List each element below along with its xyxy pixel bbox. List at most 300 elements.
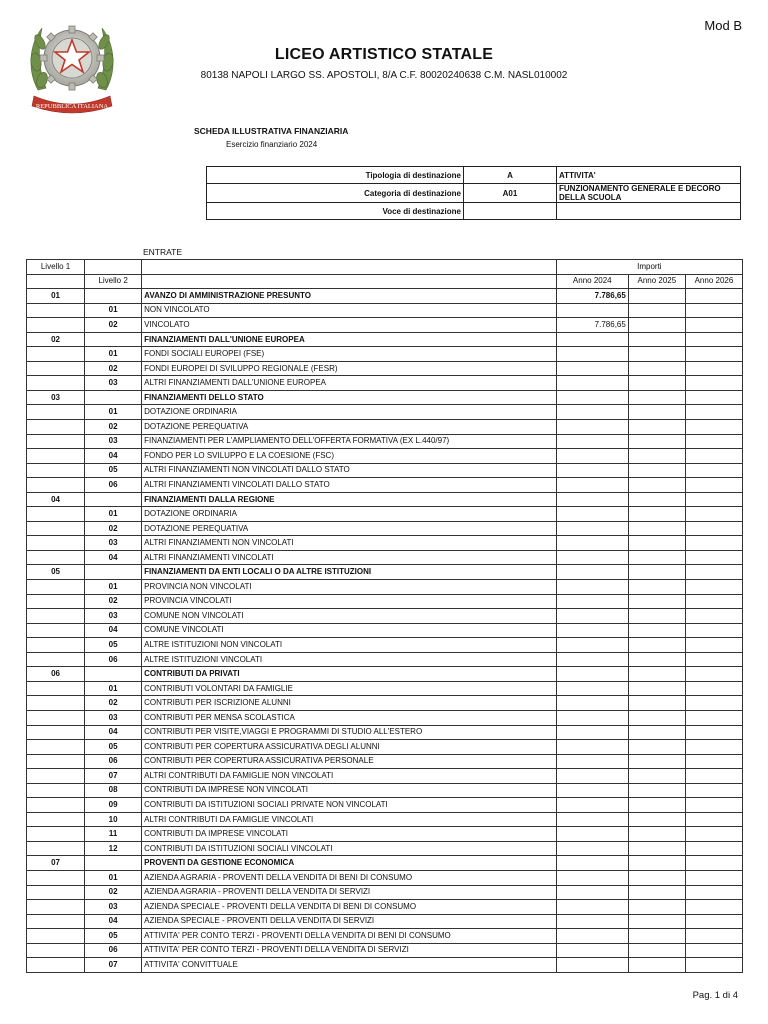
livello2-code: 06: [85, 754, 142, 769]
livello1-code: [27, 798, 85, 813]
table-row: [27, 754, 743, 769]
header-importi: Importi: [556, 260, 742, 275]
amount-2025: [628, 929, 685, 944]
row-description: ALTRI CONTRIBUTI DA FAMIGLIE VINCOLATI: [142, 812, 557, 827]
categoria-label: Categoria di destinazione: [207, 184, 464, 203]
row-description: ATTIVITA' PER CONTO TERZI - PROVENTI DELLA VENDITA DI BENI DI CONSUMO: [142, 929, 557, 944]
table-row: [27, 332, 743, 347]
livello1-code: [27, 434, 85, 449]
livello1-code: 01: [27, 289, 85, 304]
amount-2025: [628, 565, 685, 580]
amount-2025: [628, 594, 685, 609]
amount-2026: [685, 958, 742, 973]
amount-2026: [685, 492, 742, 507]
amount-2025: [628, 492, 685, 507]
row-description: FONDI SOCIALI EUROPEI (FSE): [142, 347, 557, 362]
row-description: DOTAZIONE PEREQUATIVA: [142, 420, 557, 435]
amount-2024: [556, 638, 628, 653]
amount-2024: [556, 725, 628, 740]
table-row: [27, 434, 743, 449]
row-description: ALTRI FINANZIAMENTI NON VINCOLATI DALLO STATO: [142, 463, 557, 478]
header-empty: [142, 274, 557, 289]
livello1-code: [27, 783, 85, 798]
amount-2026: [685, 652, 742, 667]
livello2-code: 02: [85, 318, 142, 333]
table-row: [27, 507, 743, 522]
livello2-code: 04: [85, 725, 142, 740]
row-description: ALTRE ISTITUZIONI NON VINCOLATI: [142, 638, 557, 653]
tipologia-label: Tipologia di destinazione: [207, 167, 464, 184]
amount-2026: [685, 390, 742, 405]
amount-2025: [628, 710, 685, 725]
row-description: ATTIVITA' PER CONTO TERZI - PROVENTI DELLA VENDITA DI SERVIZI: [142, 943, 557, 958]
row-description: AZIENDA AGRARIA - PROVENTI DELLA VENDITA DI BENI DI CONSUMO: [142, 870, 557, 885]
livello1-code: [27, 638, 85, 653]
row-description: ALTRI CONTRIBUTI DA FAMIGLIE NON VINCOLATI: [142, 769, 557, 784]
livello2-code: 03: [85, 710, 142, 725]
table-row: [27, 303, 743, 318]
livello2-code: 08: [85, 783, 142, 798]
amount-2026: [685, 827, 742, 842]
livello2-code: [85, 667, 142, 682]
amount-2024: [556, 347, 628, 362]
row-description: FINANZIAMENTI DALL'UNIONE EUROPEA: [142, 332, 557, 347]
livello1-code: [27, 580, 85, 595]
amount-2025: [628, 885, 685, 900]
amount-2026: [685, 841, 742, 856]
table-row: [27, 725, 743, 740]
amount-2026: [685, 521, 742, 536]
amount-2026: [685, 361, 742, 376]
row-description: FINANZIAMENTI DA ENTI LOCALI O DA ALTRE ISTITUZIONI: [142, 565, 557, 580]
table-row: [27, 638, 743, 653]
row-description: ALTRI FINANZIAMENTI NON VINCOLATI: [142, 536, 557, 551]
livello1-code: [27, 841, 85, 856]
amount-2026: [685, 478, 742, 493]
amount-2025: [628, 303, 685, 318]
table-row: [27, 710, 743, 725]
voce-code: [464, 203, 557, 220]
table-row: [27, 521, 743, 536]
livello2-code: 02: [85, 885, 142, 900]
livello2-code: 04: [85, 623, 142, 638]
amount-2024: [556, 361, 628, 376]
livello1-code: [27, 318, 85, 333]
row-description: CONTRIBUTI VOLONTARI DA FAMIGLIE: [142, 681, 557, 696]
amount-2025: [628, 943, 685, 958]
row-description: CONTRIBUTI DA ISTITUZIONI SOCIALI PRIVATE NON VINCOLATI: [142, 798, 557, 813]
table-row: [27, 783, 743, 798]
amount-2024: [556, 696, 628, 711]
amount-2025: [628, 914, 685, 929]
amount-2026: [685, 449, 742, 464]
row-description: AZIENDA SPECIALE - PROVENTI DELLA VENDITA DI BENI DI CONSUMO: [142, 900, 557, 915]
livello1-code: [27, 870, 85, 885]
amount-2026: [685, 798, 742, 813]
amount-2025: [628, 580, 685, 595]
amount-2025: [628, 681, 685, 696]
amount-2025: [628, 667, 685, 682]
table-row: [27, 870, 743, 885]
livello2-code: 12: [85, 841, 142, 856]
row-description: PROVENTI DA GESTIONE ECONOMICA: [142, 856, 557, 871]
amount-2025: [628, 289, 685, 304]
table-row: [27, 667, 743, 682]
livello1-code: [27, 696, 85, 711]
livello2-code: 06: [85, 943, 142, 958]
school-address: 80138 NAPOLI LARGO SS. APOSTOLI, 8/A C.F. 80020240638 C.M. NASL010002: [200, 70, 568, 81]
livello1-code: [27, 725, 85, 740]
amount-2025: [628, 725, 685, 740]
header-anno-2025: Anno 2025: [628, 274, 685, 289]
livello2-code: 05: [85, 463, 142, 478]
amount-2026: [685, 667, 742, 682]
republic-emblem-icon: [24, 12, 120, 116]
livello2-code: 07: [85, 769, 142, 784]
amount-2026: [685, 929, 742, 944]
table-row: [27, 696, 743, 711]
livello1-code: [27, 681, 85, 696]
table-row: [27, 929, 743, 944]
amount-2024: [556, 550, 628, 565]
amount-2025: [628, 769, 685, 784]
amount-2026: [685, 638, 742, 653]
livello2-code: [85, 332, 142, 347]
amount-2026: [685, 783, 742, 798]
amount-2024: [556, 652, 628, 667]
amount-2025: [628, 827, 685, 842]
amount-2025: [628, 405, 685, 420]
amount-2025: [628, 958, 685, 973]
amount-2026: [685, 769, 742, 784]
livello1-code: [27, 594, 85, 609]
amount-2024: [556, 420, 628, 435]
table-row: [27, 652, 743, 667]
amount-2025: [628, 463, 685, 478]
livello1-code: [27, 812, 85, 827]
amount-2026: [685, 405, 742, 420]
amount-2024: [556, 594, 628, 609]
table-row: [27, 318, 743, 333]
table-row: [27, 449, 743, 464]
voce-row: [207, 203, 741, 220]
table-row: [27, 958, 743, 973]
amount-2024: [556, 303, 628, 318]
amount-2025: [628, 696, 685, 711]
table-row: [27, 943, 743, 958]
livello2-code: 05: [85, 929, 142, 944]
table-row: [27, 900, 743, 915]
amount-2025: [628, 478, 685, 493]
amount-2024: [556, 521, 628, 536]
amount-2024: [556, 580, 628, 595]
amount-2024: [556, 812, 628, 827]
amount-2024: [556, 449, 628, 464]
row-description: PROVINCIA VINCOLATI: [142, 594, 557, 609]
school-name: LICEO ARTISTICO STATALE: [274, 46, 494, 63]
livello1-code: 05: [27, 565, 85, 580]
amount-2026: [685, 434, 742, 449]
tipologia-code: A: [464, 167, 557, 184]
row-description: VINCOLATO: [142, 318, 557, 333]
amount-2024: [556, 885, 628, 900]
amount-2024: [556, 870, 628, 885]
amount-2025: [628, 783, 685, 798]
livello2-code: 02: [85, 696, 142, 711]
categoria-code: A01: [464, 184, 557, 203]
livello2-code: 03: [85, 376, 142, 391]
amount-2025: [628, 390, 685, 405]
header-livello2: Livello 2: [85, 274, 142, 289]
row-description: ATTIVITA' CONVITTUALE: [142, 958, 557, 973]
amount-2025: [628, 623, 685, 638]
amount-2026: [685, 740, 742, 755]
section-label: ENTRATE: [143, 247, 183, 257]
livello2-code: 09: [85, 798, 142, 813]
livello1-code: [27, 710, 85, 725]
amount-2026: [685, 609, 742, 624]
livello2-code: [85, 390, 142, 405]
header-livello1: Livello 1: [27, 260, 85, 275]
row-description: AZIENDA SPECIALE - PROVENTI DELLA VENDITA DI SERVIZI: [142, 914, 557, 929]
table-row: [27, 856, 743, 871]
table-row: [27, 914, 743, 929]
amount-2026: [685, 318, 742, 333]
livello1-code: [27, 463, 85, 478]
amount-2025: [628, 521, 685, 536]
livello1-code: [27, 478, 85, 493]
svg-text:REPUBBLICA ITALIANA: REPUBBLICA ITALIANA: [35, 103, 109, 110]
row-description: FONDI EUROPEI DI SVILUPPO REGIONALE (FESR): [142, 361, 557, 376]
livello2-code: 06: [85, 478, 142, 493]
livello1-code: 03: [27, 390, 85, 405]
livello1-code: 04: [27, 492, 85, 507]
amount-2024: [556, 623, 628, 638]
row-description: PROVINCIA NON VINCOLATI: [142, 580, 557, 595]
amount-2025: [628, 420, 685, 435]
amount-2026: [685, 565, 742, 580]
livello2-code: 04: [85, 914, 142, 929]
categoria-row: [207, 184, 741, 203]
livello1-code: [27, 449, 85, 464]
livello2-code: 02: [85, 521, 142, 536]
livello2-code: 01: [85, 580, 142, 595]
livello2-code: 10: [85, 812, 142, 827]
fiscal-year-subtitle: Esercizio finanziario 2024: [226, 140, 318, 149]
header-empty: [142, 260, 557, 275]
amount-2024: [556, 478, 628, 493]
table-row: [27, 405, 743, 420]
livello1-code: [27, 609, 85, 624]
table-row: [27, 289, 743, 304]
row-description: CONTRIBUTI DA IMPRESE VINCOLATI: [142, 827, 557, 842]
table-row: [27, 798, 743, 813]
livello1-code: [27, 420, 85, 435]
amount-2024: [556, 390, 628, 405]
amount-2024: 7.786,65: [556, 289, 628, 304]
row-description: FINANZIAMENTI DALLA REGIONE: [142, 492, 557, 507]
amount-2026: [685, 914, 742, 929]
amount-2026: [685, 550, 742, 565]
amount-2024: [556, 376, 628, 391]
amount-2026: [685, 536, 742, 551]
amount-2024: [556, 740, 628, 755]
amount-2026: [685, 303, 742, 318]
amount-2026: [685, 507, 742, 522]
livello2-code: 07: [85, 958, 142, 973]
table-row: [27, 492, 743, 507]
livello2-code: 03: [85, 609, 142, 624]
header-anno-2026: Anno 2026: [685, 274, 742, 289]
amount-2025: [628, 609, 685, 624]
livello2-code: 01: [85, 870, 142, 885]
row-description: CONTRIBUTI PER ISCRIZIONE ALUNNI: [142, 696, 557, 711]
amount-2024: [556, 929, 628, 944]
table-row: [27, 885, 743, 900]
livello2-code: 02: [85, 594, 142, 609]
livello1-code: [27, 885, 85, 900]
livello1-code: [27, 958, 85, 973]
document-title: SCHEDA ILLUSTRATIVA FINANZIARIA: [194, 126, 349, 136]
livello1-code: [27, 361, 85, 376]
header-empty: [27, 274, 85, 289]
amount-2024: 7.786,65: [556, 318, 628, 333]
livello2-code: 01: [85, 507, 142, 522]
amount-2024: [556, 798, 628, 813]
amount-2026: [685, 856, 742, 871]
amount-2025: [628, 376, 685, 391]
livello2-code: 04: [85, 550, 142, 565]
row-description: NON VINCOLATO: [142, 303, 557, 318]
livello1-code: [27, 536, 85, 551]
amount-2025: [628, 361, 685, 376]
table-row: [27, 841, 743, 856]
livello2-code: 01: [85, 303, 142, 318]
amount-2026: [685, 623, 742, 638]
amount-2024: [556, 565, 628, 580]
row-description: CONTRIBUTI PER VISITE,VIAGGI E PROGRAMMI DI STUDIO ALL'ESTERO: [142, 725, 557, 740]
amount-2024: [556, 507, 628, 522]
header-empty: [85, 260, 142, 275]
amount-2024: [556, 841, 628, 856]
livello2-code: [85, 289, 142, 304]
row-description: FINANZIAMENTI PER L'AMPLIAMENTO DELL'OFFERTA FORMATIVA (EX L.440/97): [142, 434, 557, 449]
livello1-code: [27, 623, 85, 638]
amount-2026: [685, 725, 742, 740]
amount-2024: [556, 710, 628, 725]
amount-2026: [685, 332, 742, 347]
tipologia-row: [207, 167, 741, 184]
row-description: FINANZIAMENTI DELLO STATO: [142, 390, 557, 405]
livello1-code: [27, 943, 85, 958]
table-row: [27, 347, 743, 362]
table-row: [27, 478, 743, 493]
amount-2026: [685, 754, 742, 769]
table-row: [27, 536, 743, 551]
livello1-code: [27, 405, 85, 420]
amount-2026: [685, 289, 742, 304]
table-row: [27, 463, 743, 478]
livello2-code: 01: [85, 681, 142, 696]
amount-2024: [556, 609, 628, 624]
livello2-code: 03: [85, 434, 142, 449]
amount-2026: [685, 885, 742, 900]
amount-2024: [556, 783, 628, 798]
table-row: [27, 390, 743, 405]
voce-label: Voce di destinazione: [207, 203, 464, 220]
table-row: [27, 681, 743, 696]
table-row: [27, 594, 743, 609]
amount-2025: [628, 900, 685, 915]
amount-2024: [556, 827, 628, 842]
livello2-code: 02: [85, 361, 142, 376]
amount-2025: [628, 856, 685, 871]
amount-2026: [685, 463, 742, 478]
row-description: ALTRE ISTITUZIONI VINCOLATI: [142, 652, 557, 667]
row-description: CONTRIBUTI DA IMPRESE NON VINCOLATI: [142, 783, 557, 798]
row-description: CONTRIBUTI PER COPERTURA ASSICURATIVA DEGLI ALUNNI: [142, 740, 557, 755]
amount-2026: [685, 696, 742, 711]
page-number: Pag. 1 di 4: [692, 990, 738, 1001]
livello2-code: 03: [85, 900, 142, 915]
livello1-code: 02: [27, 332, 85, 347]
livello1-code: [27, 521, 85, 536]
amount-2025: [628, 550, 685, 565]
row-description: ALTRI FINANZIAMENTI VINCOLATI DALLO STATO: [142, 478, 557, 493]
table-row: [27, 769, 743, 784]
amount-2026: [685, 943, 742, 958]
amount-2025: [628, 740, 685, 755]
row-description: AZIENDA AGRARIA - PROVENTI DELLA VENDITA DI SERVIZI: [142, 885, 557, 900]
table-row: [27, 565, 743, 580]
livello2-code: 01: [85, 405, 142, 420]
livello2-code: 05: [85, 740, 142, 755]
table-row: [27, 580, 743, 595]
row-description: AVANZO DI AMMINISTRAZIONE PRESUNTO: [142, 289, 557, 304]
amount-2025: [628, 318, 685, 333]
livello2-code: 11: [85, 827, 142, 842]
amount-2025: [628, 449, 685, 464]
amount-2025: [628, 332, 685, 347]
livello2-code: 03: [85, 536, 142, 551]
amount-2026: [685, 420, 742, 435]
amount-2025: [628, 841, 685, 856]
row-description: DOTAZIONE PEREQUATIVA: [142, 521, 557, 536]
row-description: DOTAZIONE ORDINARIA: [142, 405, 557, 420]
amount-2024: [556, 434, 628, 449]
amount-2024: [556, 769, 628, 784]
livello1-code: [27, 740, 85, 755]
tipologia-desc: ATTIVITA': [557, 167, 741, 184]
livello1-code: [27, 507, 85, 522]
livello1-code: [27, 754, 85, 769]
amount-2025: [628, 347, 685, 362]
header-anno-2024: Anno 2024: [556, 274, 628, 289]
amount-2026: [685, 900, 742, 915]
row-description: CONTRIBUTI DA PRIVATI: [142, 667, 557, 682]
livello1-code: [27, 303, 85, 318]
livello1-code: [27, 769, 85, 784]
livello1-code: 06: [27, 667, 85, 682]
amount-2026: [685, 580, 742, 595]
row-description: CONTRIBUTI PER MENSA SCOLASTICA: [142, 710, 557, 725]
row-description: DOTAZIONE ORDINARIA: [142, 507, 557, 522]
amount-2024: [556, 405, 628, 420]
livello1-code: [27, 827, 85, 842]
table-row: [27, 740, 743, 755]
livello1-code: [27, 900, 85, 915]
row-description: ALTRI FINANZIAMENTI DALL'UNIONE EUROPEA: [142, 376, 557, 391]
